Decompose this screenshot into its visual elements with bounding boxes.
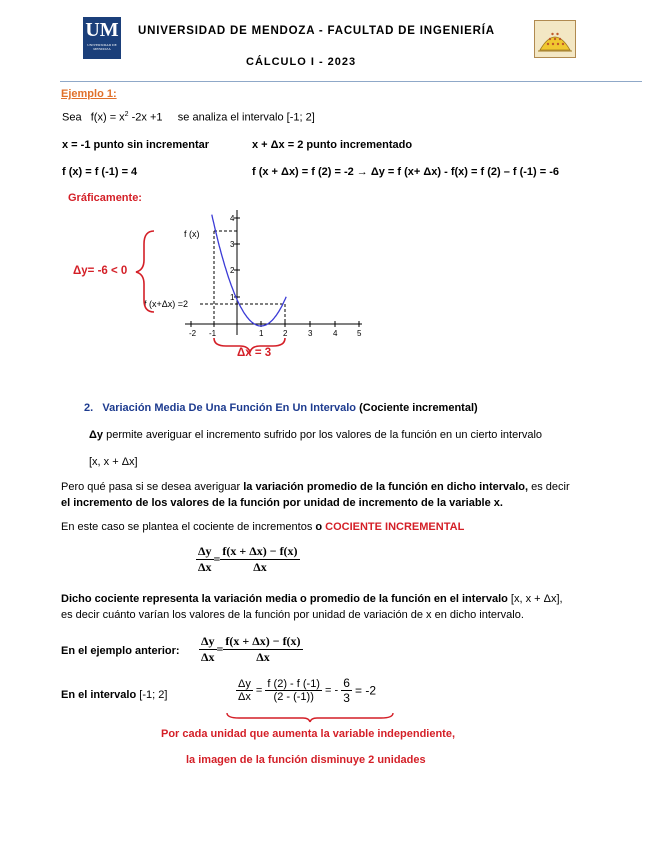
interval-label-value: [-1; 2] — [136, 689, 168, 701]
y-tick-label: 4 — [230, 214, 235, 223]
x-dx-point-text: x + Δx = 2 punto incrementado — [252, 139, 413, 151]
y-tick-label: 2 — [230, 266, 235, 275]
page-title: UNIVERSIDAD DE MENDOZA - FACULTAD DE INGENIERÍA — [138, 25, 495, 37]
function-rest: -2x +1 — [128, 111, 163, 124]
interval-example-label — [61, 689, 167, 701]
dy-symbol: Δy — [89, 429, 104, 441]
calc-six-thirds — [341, 676, 352, 705]
calc-equals: = — [255, 684, 263, 697]
dy-description — [89, 429, 542, 441]
paragraph-3-line-2: es decir cuánto varían los valores de la función por unidad de variación de x en dicho intervalo. — [61, 609, 524, 621]
formula2-lhs-num: Δy — [201, 634, 215, 648]
dy-graph-label: Δy= -6 < 0 — [73, 265, 128, 277]
calc-six: 6 — [343, 676, 350, 690]
example-function-line — [62, 111, 315, 124]
calc-middle-num: f (2) - f (-1) — [267, 678, 320, 690]
y-tick-label: 1 — [230, 293, 235, 302]
formula-lhs-den: Δx — [198, 560, 212, 574]
formula2-equals: = — [216, 642, 224, 656]
paragraph-2 — [61, 521, 464, 533]
previous-example-formula — [199, 634, 303, 665]
x-tick-label: -2 — [189, 329, 197, 338]
formula2-rhs-den: Δx — [256, 650, 270, 664]
formula2-rhs — [223, 634, 302, 665]
formula-equals: = — [213, 552, 221, 566]
x-tick-label: 4 — [333, 329, 338, 338]
calc-lhs-den: Δx — [238, 691, 251, 703]
section-title-paren: (Cociente incremental) — [359, 402, 478, 414]
fxdx-value-text: f (x + Δx) = f (2) = -2 → Δy = f (x+ Δx) - f(x) = f (2) – f (-1) = -6 — [252, 166, 560, 178]
paragraph-3-line-1 — [61, 593, 563, 605]
calc-middle-den: (2 - (-1)) — [273, 691, 314, 703]
conclusion-line-1: Por cada unidad que aumenta la variable independiente, — [161, 728, 456, 740]
logo-letters: UM — [85, 19, 119, 41]
calc-lhs-num: Δy — [238, 678, 251, 690]
university-logo — [83, 17, 121, 59]
formula2-lhs — [199, 634, 217, 665]
p3-part-b: [x, x + Δx], — [507, 593, 563, 605]
section2-heading — [84, 402, 478, 414]
incremental-quotient-formula — [196, 544, 300, 575]
fx-graph-label: f (x) — [184, 229, 200, 239]
function-exponent: 2 — [124, 111, 129, 118]
paragraph-1-line-1 — [61, 481, 570, 493]
interval-analysis: se analiza el intervalo [-1; 2] — [177, 111, 315, 124]
formula-lhs-num: Δy — [198, 544, 212, 558]
function-base: f(x) = x — [90, 111, 125, 124]
p3-part-a: Dicho cociente representa la variación media o promedio de la función en el intervalo — [61, 593, 508, 605]
conclusion-line-2: la imagen de la función disminuye 2 unidades — [186, 754, 426, 766]
fxdx-graph-label: f (x+Δx) =2 — [144, 299, 189, 309]
graphic-label: Gráficamente: — [68, 192, 142, 204]
p1-part-a: Pero qué pasa si se desea averiguar — [61, 481, 244, 493]
dx-graph-label: Δx = 3 — [237, 347, 272, 359]
p2-part-o: o — [315, 521, 326, 533]
faculty-logo-icon — [534, 20, 576, 58]
formula-rhs-num: f(x + Δx) − f(x) — [222, 544, 298, 558]
formula2-rhs-num: f(x + Δx) − f(x) — [225, 634, 301, 648]
x-tick-label: 2 — [283, 329, 288, 338]
calc-middle — [265, 678, 322, 703]
x-tick-label: 1 — [259, 329, 264, 338]
previous-example-label: En el ejemplo anterior: — [61, 645, 180, 657]
calc-eq-minus: = - — [325, 684, 339, 697]
example-heading: Ejemplo 1: — [61, 88, 117, 100]
formula2-lhs-den: Δx — [201, 650, 215, 664]
interval-label-text: En el intervalo — [61, 689, 137, 701]
interval-calculation — [236, 676, 376, 705]
header-divider — [60, 81, 642, 82]
formula-rhs-den: Δx — [253, 560, 267, 574]
interval-text: [x, x + Δx] — [89, 456, 138, 468]
p2-part-b: COCIENTE INCREMENTAL — [325, 521, 465, 533]
calc-result: = -2 — [355, 683, 377, 698]
formula-lhs — [196, 544, 214, 575]
formula-rhs — [220, 544, 299, 575]
calculation-underbrace — [225, 711, 395, 723]
y-tick-label: 3 — [230, 240, 235, 249]
x-tick-label: -1 — [209, 329, 217, 338]
fx-value-text: f (x) = f (-1) = 4 — [62, 166, 138, 178]
calc-three: 3 — [343, 691, 350, 705]
x-point-text: x = -1 punto sin incrementar — [62, 139, 210, 151]
p2-part-a: En este caso se plantea el cociente de incrementos — [61, 521, 316, 533]
logo-subtext: UNIVERSIDAD DE MENDOZA — [87, 43, 117, 51]
x-tick-label: 3 — [308, 329, 313, 338]
section-title: Variación Media De Una Función En Un Intervalo — [102, 402, 357, 414]
parabola-curve — [212, 215, 286, 326]
calc-lhs — [236, 678, 253, 703]
page-subtitle: CÁLCULO I - 2023 — [246, 56, 357, 68]
function-graph — [130, 200, 380, 370]
p1-part-c: es decir — [528, 481, 570, 493]
p1-part-b: la variación promedio de la función en dicho intervalo, — [243, 481, 529, 493]
dy-description-text: permite averiguar el incremento sufrido por los valores de la función en un cierto intervalo — [103, 429, 543, 441]
section-number: 2. — [84, 402, 94, 414]
paragraph-1-line-2: el incremento de los valores de la función por unidad de incremento de la variable x. — [61, 497, 503, 509]
x-tick-label: 5 — [357, 329, 362, 338]
sea-word: Sea — [62, 111, 82, 124]
